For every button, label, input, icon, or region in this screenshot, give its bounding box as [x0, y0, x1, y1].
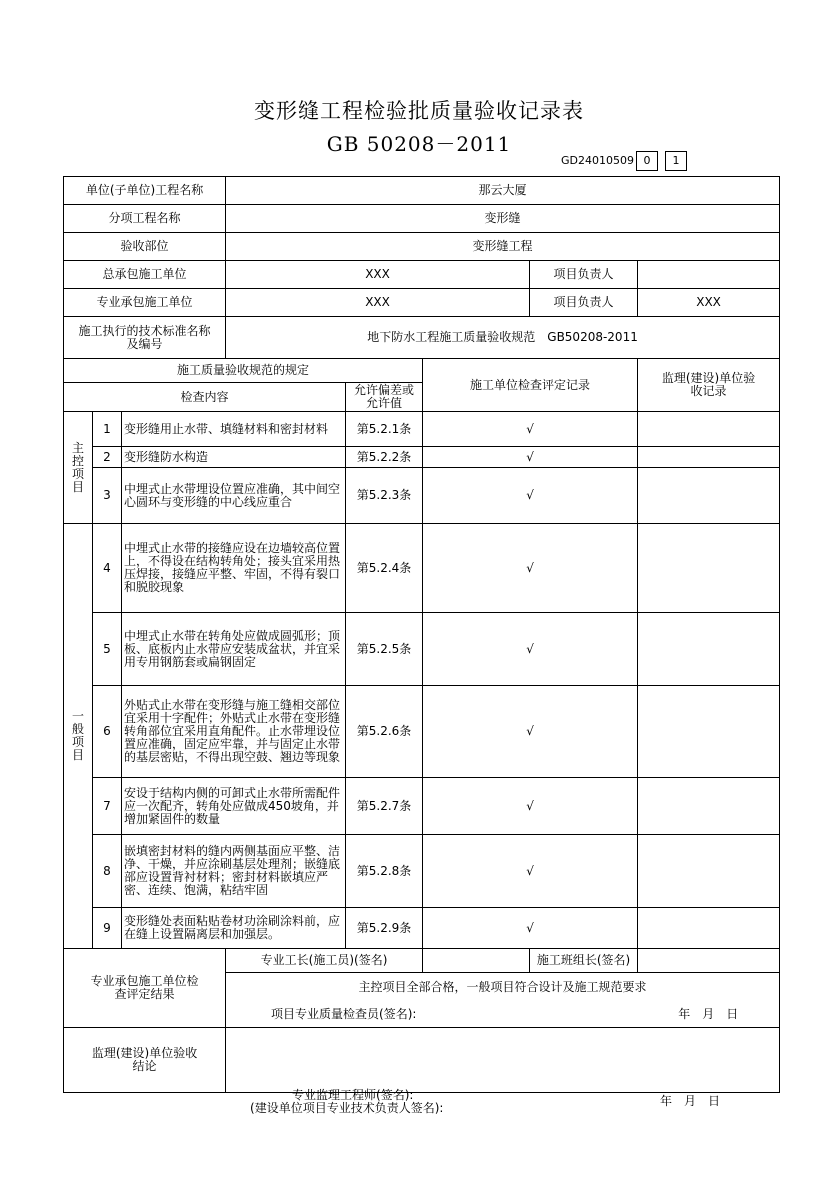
supervision-row — [64, 1028, 780, 1093]
form-code: GD24010509 — [561, 154, 634, 167]
item-text: 安设于结构内侧的可卸式止水带所需配件应一次配齐，转角处应做成450坡角，并增加紧固件的数量 — [122, 778, 346, 835]
item-no: 8 — [93, 835, 122, 908]
item-supervision — [638, 778, 780, 835]
info-row-gc — [64, 261, 780, 289]
spec-label: 专业承包施工单位 — [64, 289, 226, 317]
item-check: √ — [423, 778, 638, 835]
contractor-sign-row — [64, 949, 780, 973]
content-header: 检查内容 — [64, 383, 346, 412]
contractor-conclusion: 主控项目全部合格，一般项目符合设计及施工规范要求 — [226, 973, 780, 1003]
code-box-2: 1 — [665, 151, 687, 171]
item-clause: 第5.2.1条 — [346, 412, 423, 447]
gc-pm-value — [638, 261, 780, 289]
info-row-part — [64, 233, 780, 261]
gc-value: XXX — [226, 261, 530, 289]
item-row — [64, 613, 780, 686]
item-no: 3 — [93, 468, 122, 524]
item-check: √ — [423, 686, 638, 778]
item-clause: 第5.2.4条 — [346, 524, 423, 613]
item-text: 中埋式止水带的接缝应设在边墙较高位置上，不得设在结构转角处；接头宜采用热压焊接，接缝应平整、牢固，不得有裂口和脱胶现象 — [122, 524, 346, 613]
item-no: 6 — [93, 686, 122, 778]
item-check: √ — [423, 524, 638, 613]
item-check: √ — [423, 447, 638, 468]
item-text: 变形缝处表面粘贴卷材功涂刷涂料前，应在缝上设置隔离层和加强层。 — [122, 908, 346, 949]
part-label: 验收部位 — [64, 233, 226, 261]
info-row-spec — [64, 289, 780, 317]
supervision-label: 监理(建设)单位验收结论 — [64, 1028, 226, 1093]
item-no: 7 — [93, 778, 122, 835]
item-supervision — [638, 613, 780, 686]
spec-pm-value: XXX — [638, 289, 780, 317]
spec-pm-label: 项目负责人 — [530, 289, 638, 317]
item-clause: 第5.2.9条 — [346, 908, 423, 949]
gc-pm-label: 项目负责人 — [530, 261, 638, 289]
item-no: 9 — [93, 908, 122, 949]
std-value: 地下防水工程施工质量验收规范 GB50208-2011 — [226, 317, 780, 359]
item-no: 1 — [93, 412, 122, 447]
item-row — [64, 778, 780, 835]
item-text: 变形缝用止水带、填缝材料和密封材料 — [122, 412, 346, 447]
unit-value: 那云大厦 — [226, 177, 780, 205]
contractor-label: 专业承包施工单位检查评定结果 — [64, 949, 226, 1028]
item-no: 4 — [93, 524, 122, 613]
sub-value: 变形缝 — [226, 205, 780, 233]
foreman-signature — [423, 949, 530, 973]
item-supervision — [638, 908, 780, 949]
main-group-label: 主控项目 — [64, 412, 93, 524]
supervision-header: 监理(建设)单位验收记录 — [638, 359, 780, 412]
item-supervision — [638, 412, 780, 447]
inspection-form — [63, 176, 780, 1115]
item-no: 5 — [93, 613, 122, 686]
item-check: √ — [423, 908, 638, 949]
code-box-1: 0 — [636, 151, 658, 171]
supervision-date: 年 月 日 — [660, 1094, 721, 1108]
contractor-date: 年 月 日 — [638, 1003, 780, 1028]
info-row-unit — [64, 177, 780, 205]
item-row — [64, 686, 780, 778]
item-check: √ — [423, 835, 638, 908]
item-row — [64, 835, 780, 908]
page-title: 变形缝工程检验批质量验收记录表 — [254, 99, 584, 123]
item-row — [64, 412, 780, 447]
gc-label: 总承包施工单位 — [64, 261, 226, 289]
column-header-row-1 — [64, 359, 780, 383]
item-supervision — [638, 468, 780, 524]
item-check: √ — [423, 412, 638, 447]
item-check: √ — [423, 468, 638, 524]
spec-value: XXX — [226, 289, 530, 317]
item-text: 中埋式止水带埋设位置应准确，其中间空心圆环与变形缝的中心线应重合 — [122, 468, 346, 524]
record-header: 施工单位检查评定记录 — [423, 359, 638, 412]
item-check: √ — [423, 613, 638, 686]
item-row — [64, 524, 780, 613]
item-row — [64, 468, 780, 524]
item-text: 外贴式止水带在变形缝与施工缝相交部位宜采用十字配件；外贴式止水带在变形缝转角部位宜采用直角配件。止水带埋设位置应准确，固定应牢靠，并与固定止水带的基层密贴，不得出现空鼓、翘边等现象 — [122, 686, 346, 778]
item-clause: 第5.2.7条 — [346, 778, 423, 835]
general-group-label: 一般项目 — [64, 524, 93, 949]
team-leader-signature — [638, 949, 780, 973]
item-text: 变形缝防水构造 — [122, 447, 346, 468]
item-clause: 第5.2.5条 — [346, 613, 423, 686]
regulation-header: 施工质量验收规范的规定 — [64, 359, 423, 383]
team-leader-label: 施工班组长(签名) — [530, 949, 638, 973]
owner-label: (建设单位项目专业技术负责人签名): — [250, 1101, 444, 1115]
standard-code: GB 50208－2011 — [326, 132, 512, 156]
item-text: 嵌填密封材料的缝内两侧基面应平整、洁净、干燥，并应涂刷基层处理剂；嵌缝底部应设置背衬材料；密封材料嵌填应严密、连续、饱满，粘结牢固 — [122, 835, 346, 908]
std-label: 施工执行的技术标准名称及编号 — [64, 317, 226, 359]
item-clause: 第5.2.3条 — [346, 468, 423, 524]
item-text: 中埋式止水带在转角处应做成圆弧形；顶板、底板内止水带应安装成盆状，并宜采用专用钢筋套或扁钢固定 — [122, 613, 346, 686]
item-no: 2 — [93, 447, 122, 468]
item-clause: 第5.2.6条 — [346, 686, 423, 778]
part-value: 变形缝工程 — [226, 233, 780, 261]
supervision-conclusion — [226, 1028, 780, 1115]
info-row-std — [64, 317, 780, 359]
inspector-label: 项目专业质量检查员(签名): — [226, 1003, 638, 1028]
item-supervision — [638, 835, 780, 908]
item-row — [64, 908, 780, 949]
unit-label: 单位(子单位)工程名称 — [64, 177, 226, 205]
sub-label: 分项工程名称 — [64, 205, 226, 233]
engineer-label: 专业监理工程师(签名): — [292, 1088, 414, 1102]
item-clause: 第5.2.2条 — [346, 447, 423, 468]
foreman-label: 专业工长(施工员)(签名) — [226, 949, 423, 973]
item-row — [64, 447, 780, 468]
info-row-sub — [64, 205, 780, 233]
item-supervision — [638, 524, 780, 613]
item-supervision — [638, 686, 780, 778]
item-clause: 第5.2.8条 — [346, 835, 423, 908]
deviation-header: 允许偏差或允许值 — [346, 383, 423, 412]
item-supervision — [638, 447, 780, 468]
